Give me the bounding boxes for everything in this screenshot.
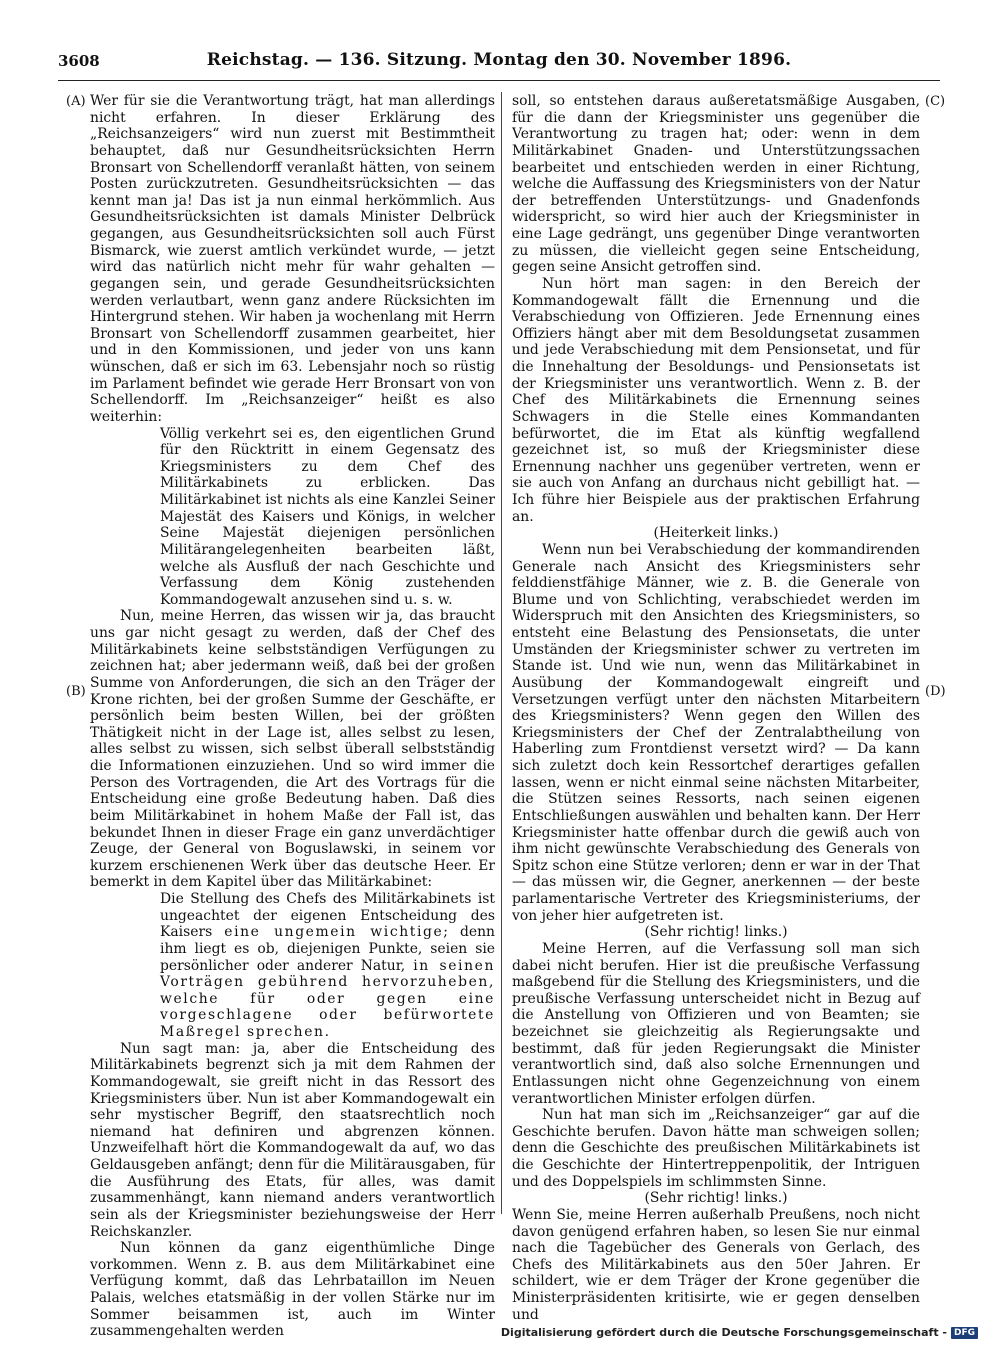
paragraph: Nun sagt man: ja, aber die Entscheidung des Militärkabinets begrenzt sich ja mit dem Rahmen der Kommandogewalt, sie greift nicht in das Ressort des Kriegsministers über. Nun ist aber Kommandogewalt ein sehr mystischer Begriff, den staatsrechtlich noch niemand hat definiren und abgrenzen können. Unzweifelhaft hört die Kommandogewalt da auf, wo das Geldausgeben anfängt; denn für die Militärausgaben, für die Ausführung des Etats, für alles, was damit zusammenhängt, kann niemand anders verantwortlich sein als der Kriegsminister beziehungsweise der Herr Reichskanzler. bbox=[90, 1040, 495, 1240]
paragraph: soll, so entstehen daraus außeretatsmäßige Ausgaben, für die dann der Kriegsminister uns gegenüber die Verantwortung zu tragen hat; oder: wenn in dem Militärkabinet Gnaden- und Unterstützungssachen bearbeitet und entschieden werden in einer Richtung, welche die Auffassung des Kriegsministers von der Natur der betreffenden Unterstützungs- und Gnadenfonds widerspricht, so wird hier auch der Kriegsminister in eine Lage gedrängt, uns gegenüber Dinge verantworten zu müssen, die vielleicht gegen seine Entscheidung, gegen seine Ansicht getroffen sind. bbox=[512, 93, 920, 276]
header-rule bbox=[58, 80, 940, 81]
paragraph: Wer für sie die Verantwortung trägt, hat man allerdings nicht erfahren. In dieser Erklärung des „Reichsanzeigers“ wird nun zuerst mit Bestimmtheit behauptet, daß nur Gesundheitsrücksichten Herrn Bronsart von Schellendorff veranlaßt hätten, von seinem Posten zurückzutreten. Gesundheitsrücksichten — das kennt man ja! Das ist ja nun einmal herkömmlich. Aus Gesundheitsrücksichten ist damals Minister Delbrück gegangen, aus Gesundheitsrücksichten soll auch Fürst Bismarck, wie zuerst amtlich verkündet wurde, — jetzt wird das natürlich nicht mehr für wahr gehalten — gegangen sein, und gerade Gesundheitsrücksichten werden verlautbart, wenn ganz andere Rücksichten im Hintergrund stehen. Wir haben ja wochenlang mit Herrn Bronsart von Schellendorff zusammen gearbeitet, hier und in den Kommissionen, und jeder von uns kann wünschen, daß er sich im 63. Lebensjahr noch so rüstig im Parlament befindet wie gerade Herr Bronsart von von Schellendorff. Im „Reichsanzeiger“ heißt es also weiterhin: bbox=[90, 93, 495, 425]
running-header bbox=[58, 50, 940, 80]
header-title: Reichstag. — 136. Sitzung. Montag den 30. November 1896. bbox=[206, 50, 792, 70]
footer-text: Digitalisierung gefördert durch die Deutsche Forschungsgemeinschaft - bbox=[500, 1326, 947, 1339]
paragraph: Nun hört man sagen: in den Bereich der Kommandogewalt fällt die Ernennung und die Verabschiedung von Offizieren. Jede Ernennung eines Offiziers hängt aber mit dem Besoldungsetat zusammen und jede Verabschiedung mit dem Pensionsetat, und für die Innehaltung der Besoldungs- und Pensionsetats ist der Kriegsminister uns verantwortlich. Wenn z. B. der Chef des Militärkabinets die Ernennung seines Schwagers in die Stelle eines Kommandanten befürwortet, die im Etat als künftig wegfallend gezeichnet ist, so muß der Kriegsminister diese Ernennung nachher uns gegenüber vertreten, wenn er sie auch von Anfang an durchaus nicht gebilligt hat. — Ich führe hier Beispiele aus der praktischen Erfahrung an. bbox=[512, 275, 920, 525]
emphasis-text: eine ungemein wichtige bbox=[224, 924, 444, 941]
paragraph: Meine Herren, auf die Verfassung soll man sich dabei nicht berufen. Hier ist die preußische Verfassung maßgebend für die Stellung des Kriegsministers, und die preußische Verfassung unterscheidet nicht in Bezug auf die Anstellung von Offizieren und von Beamten; sie bezeichnet sie gleichzeitig als Regierungsakte und bestimmt, daß für jeden Regierungsakt die Minister verantwortlich sind, daß also solche Ernennungen und Entlassungen nicht ohne Gegenzeichnung von einem verantwortlichen Minister erfolgen dürfen. bbox=[512, 940, 920, 1107]
margin-mark-a: (A) bbox=[66, 94, 86, 109]
dfg-logo: DFG bbox=[951, 1327, 978, 1339]
quote-text: Die Stellung des Chefs des Militärkabinets ist ungeachtet der eigenen Entscheidung des Kaisers bbox=[160, 891, 495, 941]
left-column bbox=[90, 93, 495, 1340]
margin-mark-c: (C) bbox=[925, 94, 946, 109]
page-number: 3608 bbox=[58, 52, 100, 70]
interjection: (Sehr richtig! links.) bbox=[644, 924, 788, 941]
paragraph: Nun können da ganz eigenthümliche Dinge vorkommen. Wenn z. B. aus dem Militärkabinet eine Verfügung kommt, daß das Lehrbataillon im Neuen Palais, welches etatsmäßig in der vollen Stärke nur im Sommer beisammen ist, auch im Winter zusammengehalten werden bbox=[90, 1240, 495, 1340]
interjection: (Sehr richtig! links.) bbox=[644, 1190, 788, 1207]
paragraph: Nun hat man sich im „Reichsanzeiger“ gar auf die Geschichte berufen. Davon hätte man schweigen sollen; denn die Geschichte des preußischen Militärkabinets ist die Geschichte der Hintertreppenpolitik, der Intriguen und des Doppelspiels im schlimmsten Sinne. bbox=[512, 1107, 920, 1190]
margin-mark-b: (B) bbox=[66, 684, 86, 699]
emphasis-text: in seinen Vorträgen gebührend hervorzuheben, welche für oder gegen eine vorgeschlagene oder befürwortete Maßregel sprechen. bbox=[160, 957, 495, 1040]
quotation bbox=[160, 891, 495, 1041]
column-divider bbox=[501, 92, 502, 1214]
paragraph: Wenn Sie, meine Herren außerhalb Preußens, noch nicht davon genügend erfahren haben, so lesen Sie nur einmal nach die Tagebücher des Generals von Gerlach, des Chefs des Militärkabinets aus den 50er Jahren. Er schildert, wie er dem Träger der Krone gegenüber die Ministerpräsidenten kritisirte, wie er gegen denselben und bbox=[512, 1206, 920, 1323]
quote-text: ; denn ihm liegt es ob, diejenigen Punkte, seien sie persönlicher oder anderer Natur, bbox=[160, 924, 495, 974]
paragraph: Wenn nun bei Verabschiedung der kommandirenden Generale nach Ansicht des Kriegsministers sehr felddienstfähige Männer, wie z. B. die Generale von Blume und von Schlichting, verabschiedet werden im Widerspruch mit den Ansichten des Kriegsministers, so entsteht eine Belastung des Pensionsetats, die unter Umständen der Kriegsminister schwer zu vertreten im Stande ist. Und wie nun, wenn das Militärkabinet in Ausübung der Kommandogewalt eingreift und Versetzungen verfügt unter den nächsten Mitarbeitern des Kriegsministers? Wenn gegen den Willen des Kriegsministers der Chef der Zentralabtheilung von Haberling zum Frontdienst versetzt wird? — Da kann sich zuletzt doch kein Ressortchef derartiges gefallen lassen, wenn er nicht einmal seine nächsten Mitarbeiter, die Stützen seines Ressorts, nach seinen eigenen Entschließungen auswählen und behalten kann. Der Herr Kriegsminister hatte offenbar durch die gewiß auch von ihm nicht gewünschte Verabschiedung des Generals von Spitz schon eine Stütze verloren; denn er war in der That — das müssen wir, die Gegner, anerkennen — der beste parlamentarische Vertreter des Kriegsministeriums, der von jeher hier aufgetreten ist. bbox=[512, 541, 920, 924]
margin-mark-d: (D) bbox=[925, 684, 946, 699]
funding-footer bbox=[501, 1326, 978, 1339]
right-column bbox=[512, 93, 920, 1323]
quotation: Völlig verkehrt sei es, den eigentlichen Grund für den Rücktritt in einem Gegensatz des Kriegsministers zu dem Chef des Militärkabinets zu erblicken. Das Militärkabinet ist nichts als eine Kanzlei Seiner Majestät des Kaisers und Königs, in welcher Seine Majestät diejenigen persönlichen Militärangelegenheiten bearbeiten läßt, welche als Ausfluß der nach Geschichte und Verfassung dem König zustehenden Kommandogewalt anzusehen sind u. s. w. bbox=[160, 425, 496, 608]
interjection: (Heiterkeit links.) bbox=[653, 525, 779, 542]
paragraph: Nun, meine Herren, das wissen wir ja, das braucht uns gar nicht gesagt zu werden, daß der Chef des Militärkabinets keine selbstständigen Verfügungen zu zeichnen hat; aber jedermann weiß, daß bei der großen Summe von Anforderungen, die sich an den Träger der Krone richten, bei der großen Summe der Geschäfte, er persönlich beim besten Willen, bei der größten Thätigkeit nicht in der Lage ist, alles selbst zu lesen, alles selbst zu wissen, sich selbst überall selbstständig die Informationen einzuziehen. Und so wird immer die Person des Vortragenden, die Art des Vortrags für die Entscheidung eine große Bedeutung haben. Daß dies beim Militärkabinet in hohem Maße der Fall ist, das bekundet Ihnen in dieser Frage ein ganz unverdächtiger Zeuge, der General von Boguslawski, in seinem vor kurzem erschienenen Werk über das deutsche Heer. Er bemerkt in dem Kapitel über das Militärkabinet: bbox=[90, 608, 495, 891]
